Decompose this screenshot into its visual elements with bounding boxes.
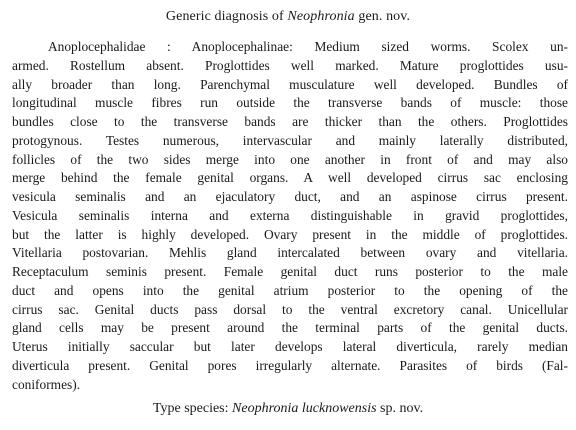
type-species-line — [0, 400, 576, 418]
diagnosis-line: merge behind the female genital organs. A well developed cirrus sac enclosing — [12, 170, 568, 186]
diagnosis-line: Receptaculum seminis present. Female genital duct runs posterior to the male — [12, 264, 568, 279]
diagnosis-line: diverticula present. Genital pores irregularly alternate. Parasites of birds (Fal- — [12, 357, 568, 373]
diagnosis-line: protogynous. Testes numerous, intervascular and mainly laterally distributed, — [12, 132, 568, 148]
diagnosis-line: ally broader than long. Parenchymal musculature well developed. Bundles of — [12, 76, 568, 92]
heading-genus: Neophronia — [287, 9, 355, 24]
diagnosis-line: bundles close to the transverse bands are thicker than the others. Proglottides — [12, 114, 568, 129]
diagnosis-line: Vesicula seminalis interna and externa distinguishable in gravid proglottides, — [12, 207, 568, 223]
diagnosis-line: but the latter is highly developed. Ovary present in the middle of proglottides. — [12, 226, 568, 242]
diagnosis-line: longitudinal muscle fibres run outside the transverse bands of muscle: those — [12, 95, 568, 111]
heading-prefix: Generic diagnosis of — [165, 9, 288, 24]
diagnosis-line: Anoplocephalidae : Anoplocephalinae: Medium sized worms. Scolex un- — [48, 39, 568, 54]
diagnosis-line: Uterus initially saccular but later develops lateral diverticula, rarely median — [12, 339, 568, 354]
diagnosis-line: duct and opens into the genital atrium posterior to the opening of the — [12, 282, 568, 298]
type-species-suffix: sp. nov. — [376, 401, 424, 416]
diagnosis-line: coniformes). — [12, 376, 81, 392]
diagnosis-heading — [0, 8, 576, 26]
heading-suffix: gen. nov. — [354, 9, 411, 24]
diagnosis-line: Vitellaria postovarian. Mehlis gland intercalated between ovary and vitellaria. — [12, 245, 568, 261]
diagnosis-line: armed. Rostellum absent. Proglottides well marked. Mature proglottides usu- — [12, 57, 568, 73]
type-species-prefix: Type species: — [152, 401, 233, 416]
diagnosis-line: vesicula seminalis and an ejaculatory duct, and an aspinose cirrus present. — [12, 189, 568, 204]
diagnosis-line: cirrus sac. Genital ducts pass dorsal to the ventral excretory canal. Unicellular — [12, 301, 568, 317]
type-species-name: Neophronia lucknowensis — [232, 401, 377, 416]
diagnosis-line: follicles of the two sides merge into one another in front of and may also — [12, 151, 568, 167]
diagnosis-paragraph — [12, 38, 568, 394]
diagnosis-line: gland cells may be present around the terminal parts of the genital ducts. — [12, 320, 568, 336]
